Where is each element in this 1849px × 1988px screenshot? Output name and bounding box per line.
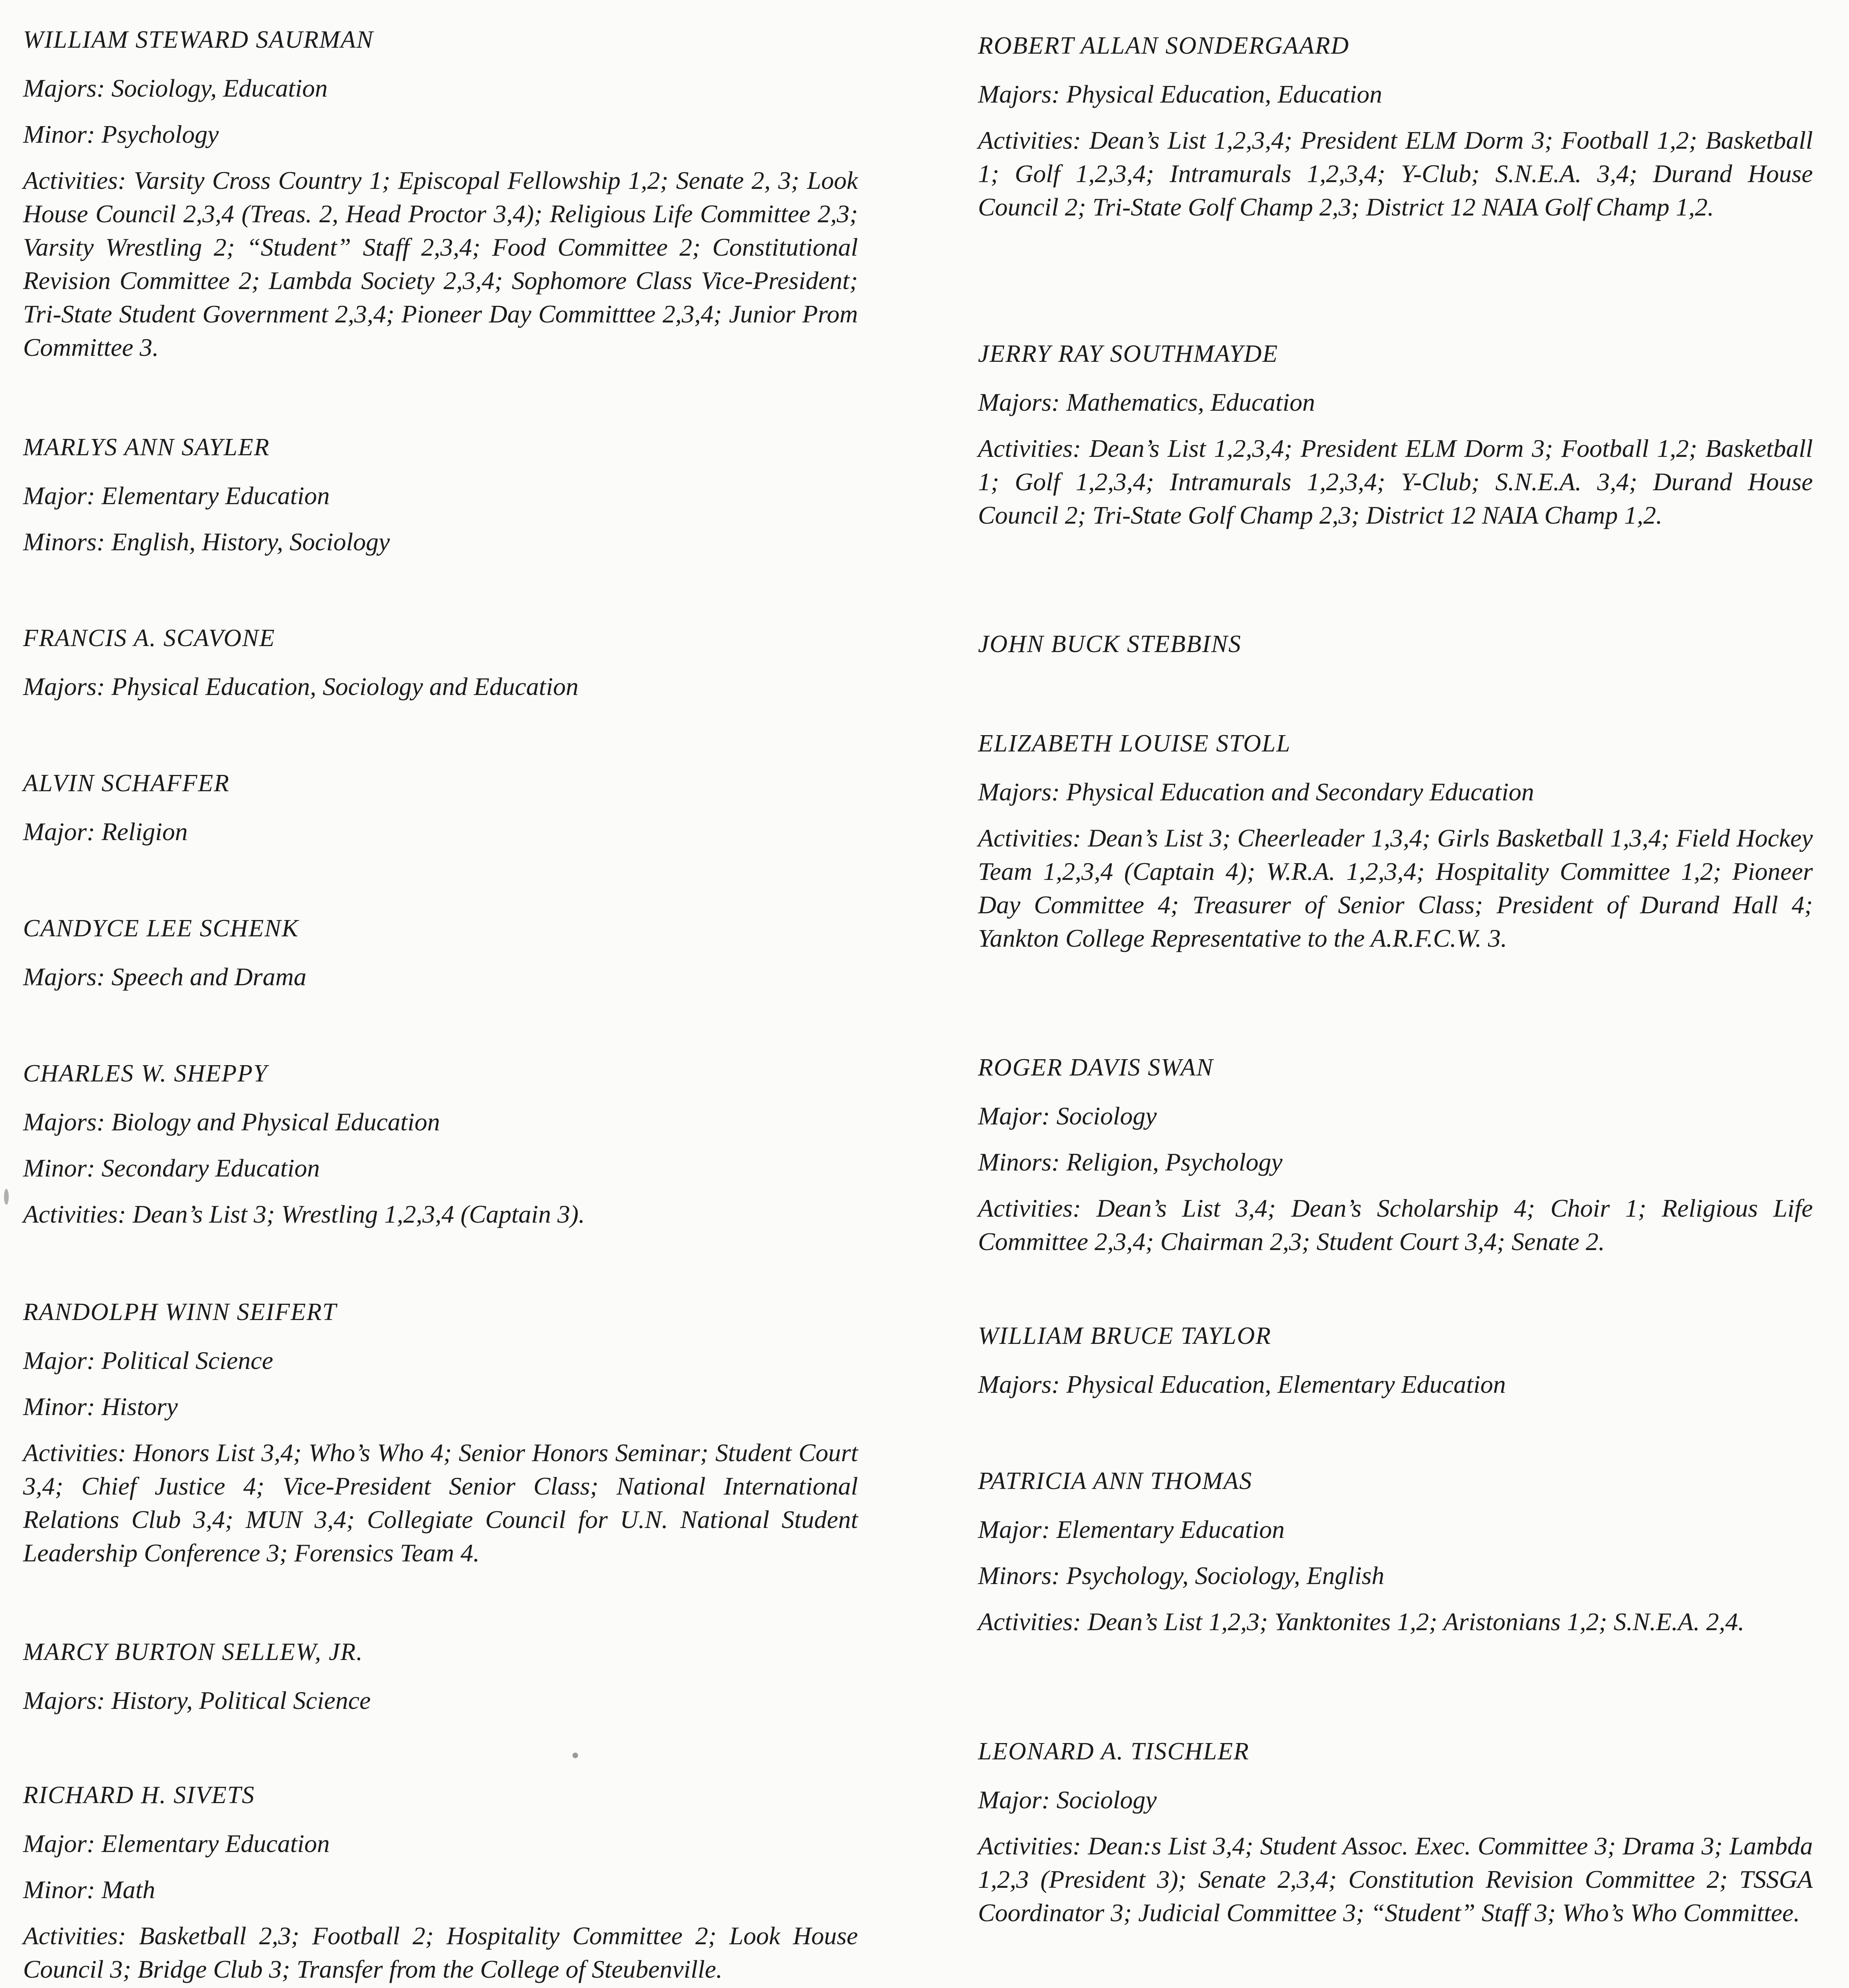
minor-label: Minor: (23, 120, 95, 148)
majors-value: Sociology, Education (111, 74, 328, 102)
minors-line (978, 1559, 1813, 1592)
major-value: Religion (101, 817, 188, 846)
minors-label: Minors: (978, 1561, 1060, 1590)
majors-line (978, 1368, 1813, 1401)
major-label: Major: (978, 1786, 1050, 1814)
minor-value: Secondary Education (101, 1154, 320, 1182)
majors-label: Majors: (978, 388, 1060, 416)
majors-label: Majors: (978, 778, 1060, 806)
activities-label: Activities: (978, 1832, 1081, 1860)
entry-leonard-a-tischler (978, 1738, 1813, 1942)
majors-value: Speech and Drama (111, 963, 307, 991)
entry-elizabeth-louise-stoll (978, 730, 1813, 968)
activities-value: Basketball 2,3; Football 2; Hospitality Committee 2; Look House Council 3; Bridge Club 3; Transfer from the College of Steubenville. (23, 1922, 858, 1983)
activities-value: Honors List 3,4; Who’s Who 4; Senior Honors Seminar; Student Court 3,4; Chief Justice 4; Vice-President Senior Class; National International Relations Club 3,4; MUN 3,4; Collegiate Council for U.N. National Student Leadership Conference 3; Forensics Team 4. (23, 1439, 858, 1567)
student-name: RANDOLPH WINN SEIFERT (23, 1299, 337, 1326)
entry-robert-allan-sondergaard (978, 32, 1813, 237)
student-name: WILLIAM BRUCE TAYLOR (978, 1322, 1272, 1349)
student-name: MARCY BURTON SELLEW, JR. (23, 1639, 363, 1666)
majors-label: Majors: (23, 1686, 105, 1714)
minor-line (23, 1390, 858, 1423)
major-value: Sociology (1056, 1786, 1157, 1814)
activities-label: Activities: (23, 1922, 126, 1950)
majors-value: Biology and Physical Education (111, 1108, 440, 1136)
entry-william-bruce-taylor (978, 1322, 1813, 1414)
activities-label: Activities: (978, 824, 1081, 852)
major-label: Major: (978, 1515, 1050, 1543)
student-name: CHARLES W. SHEPPY (23, 1060, 268, 1087)
majors-label: Majors: (23, 74, 105, 102)
minors-value: Religion, Psychology (1066, 1148, 1283, 1176)
majors-line (23, 1105, 858, 1139)
majors-line (978, 78, 1813, 111)
activities-line (23, 1919, 858, 1986)
activities-line (978, 821, 1813, 955)
major-label: Major: (978, 1102, 1050, 1130)
student-name: ALVIN SCHAFFER (23, 770, 230, 797)
activities-line (978, 1605, 1813, 1639)
activities-line (978, 1829, 1813, 1930)
student-name: WILLIAM STEWARD SAURMAN (23, 26, 374, 53)
minors-line (23, 525, 858, 559)
major-value: Political Science (101, 1346, 274, 1375)
entry-richard-h-sivets (23, 1781, 858, 1988)
majors-value: Physical Education, Education (1066, 80, 1382, 108)
major-line (23, 815, 858, 848)
major-value: Elementary Education (1056, 1515, 1285, 1543)
entry-marcy-burton-sellew-jr (23, 1638, 858, 1730)
minors-value: Psychology, Sociology, English (1066, 1561, 1385, 1590)
activities-value: Dean’s List 3; Cheerleader 1,3,4; Girls Basketball 1,3,4; Field Hockey Team 1,2,3,4 (Captain 4); W.R.A. 1,2,3,4; Hospitality Committee 1,2; Pioneer Day Committee 4; Treasurer of Senior Class; President of Durand Hall 4; Yankton College Representative to the A.R.F.C.W. 3. (978, 824, 1813, 952)
activities-label: Activities: (23, 166, 126, 194)
entry-jerry-ray-southmayde (978, 340, 1813, 545)
majors-value: History, Political Science (111, 1686, 371, 1714)
entry-roger-davis-swan (978, 1054, 1813, 1271)
activities-line (978, 124, 1813, 224)
major-value: Elementary Education (101, 481, 330, 510)
student-name: ELIZABETH LOUISE STOLL (978, 730, 1291, 757)
major-label: Major: (23, 1829, 95, 1858)
activities-label: Activities: (978, 1194, 1081, 1222)
student-name: PATRICIA ANN THOMAS (978, 1468, 1253, 1495)
majors-value: Physical Education, Sociology and Education (111, 672, 579, 701)
major-value: Sociology (1056, 1102, 1157, 1130)
majors-line (23, 960, 858, 994)
activities-line (23, 164, 858, 364)
majors-value: Physical Education and Secondary Education (1066, 778, 1534, 806)
activities-label: Activities: (23, 1200, 126, 1228)
minors-label: Minors: (978, 1148, 1060, 1176)
majors-line (23, 1684, 858, 1717)
activities-value: Dean’s List 1,2,3,4; President ELM Dorm 3; Football 1,2; Basketball 1; Golf 1,2,3,4; Intramurals 1,2,3,4; Y-Club; S.N.E.A. 3,4; Durand House Council 2; Tri-State Golf Champ 2,3; District 12 NAIA Golf Champ 1,2. (978, 126, 1813, 221)
majors-value: Physical Education, Elementary Education (1066, 1370, 1506, 1398)
minor-value: History (101, 1392, 178, 1421)
student-name: JOHN BUCK STEBBINS (978, 631, 1242, 658)
minors-line (978, 1145, 1813, 1179)
student-name: MARLYS ANN SAYLER (23, 434, 270, 461)
majors-label: Majors: (978, 80, 1060, 108)
entry-john-buck-stebbins (978, 630, 1813, 676)
minor-value: Math (101, 1875, 155, 1904)
minor-label: Minor: (23, 1875, 95, 1904)
activities-value: Dean’s List 1,2,3,4; President ELM Dorm 3; Football 1,2; Basketball 1; Golf 1,2,3,4; Intramurals 1,2,3,4; Y-Club; S.N.E.A. 3,4; Durand House Council 2; Tri-State Golf Champ 2,3; District 12 NAIA Champ 1,2. (978, 434, 1813, 529)
major-line (978, 1099, 1813, 1133)
entry-candyce-lee-schenk (23, 914, 858, 1006)
minor-line (23, 118, 858, 151)
activities-label: Activities: (978, 126, 1081, 154)
majors-label: Majors: (23, 1108, 105, 1136)
entry-francis-a-scavone (23, 624, 858, 716)
major-line (23, 479, 858, 513)
majors-label: Majors: (23, 963, 105, 991)
student-name: ROBERT ALLAN SONDERGAARD (978, 32, 1350, 59)
minors-label: Minors: (23, 528, 105, 556)
entry-patricia-ann-thomas (978, 1467, 1813, 1651)
entry-randolph-winn-seifert (23, 1298, 858, 1582)
student-name: ROGER DAVIS SWAN (978, 1054, 1214, 1081)
activities-label: Activities: (978, 434, 1081, 462)
major-line (978, 1513, 1813, 1546)
student-name: RICHARD H. SIVETS (23, 1782, 255, 1809)
page-speck (572, 1753, 578, 1758)
page-speck (4, 1189, 9, 1205)
activities-value: Dean’s List 3,4; Dean’s Scholarship 4; Choir 1; Religious Life Committee 2,3,4; Chairman 2,3; Student Court 3,4; Senate 2. (978, 1194, 1813, 1256)
student-name: LEONARD A. TISCHLER (978, 1738, 1249, 1765)
major-line (978, 1783, 1813, 1817)
minor-label: Minor: (23, 1154, 95, 1182)
student-name: FRANCIS A. SCAVONE (23, 625, 276, 652)
majors-value: Mathematics, Education (1066, 388, 1315, 416)
activities-line (23, 1436, 858, 1570)
major-value: Elementary Education (101, 1829, 330, 1858)
entry-charles-w-sheppy (23, 1060, 858, 1244)
majors-label: Majors: (978, 1370, 1060, 1398)
major-line (23, 1827, 858, 1860)
minor-label: Minor: (23, 1392, 95, 1421)
minor-line (23, 1873, 858, 1906)
major-label: Major: (23, 817, 95, 846)
activities-value: Dean’s List 3; Wrestling 1,2,3,4 (Captain 3). (132, 1200, 585, 1228)
major-label: Major: (23, 1346, 95, 1375)
activities-line (978, 432, 1813, 532)
majors-line (978, 775, 1813, 809)
student-name: CANDYCE LEE SCHENK (23, 915, 299, 942)
activities-label: Activities: (23, 1439, 126, 1467)
entry-marlys-ann-sayler (23, 433, 858, 571)
entry-alvin-schaffer (23, 769, 858, 861)
minor-value: Psychology (101, 120, 219, 148)
minor-line (23, 1151, 858, 1185)
student-name: JERRY RAY SOUTHMAYDE (978, 340, 1279, 367)
activities-value: Dean’s List 1,2,3; Yanktonites 1,2; Aristonians 1,2; S.N.E.A. 2,4. (1087, 1607, 1744, 1636)
activities-line (23, 1198, 858, 1231)
majors-label: Majors: (23, 672, 105, 701)
majors-line (978, 386, 1813, 419)
activities-value: Varsity Cross Country 1; Episcopal Fellowship 1,2; Senate 2, 3; Look House Council 2,3,4 (Treas. 2, Head Proctor 3,4); Religious Life Committee 2,3; Varsity Wrestling 2; “Student” Staff 2,3,4; Food Committee 2; Constitutional Revision Committee 2; Lambda Society 2,3,4; Sophomore Class Vice-President; Tri-State Student Government 2,3,4; Pioneer Day Committtee 2,3,4; Junior Prom Committee 3. (23, 166, 858, 361)
activities-label: Activities: (978, 1607, 1081, 1636)
activities-value: Dean:s List 3,4; Student Assoc. Exec. Committee 3; Drama 3; Lambda 1,2,3 (President 3); Senate 2,3,4; Constitution Revision Committee 2; TSSGA Coordinator 3; Judicial Committee 3; “Student” Staff 3; Who’s Who Committee. (978, 1832, 1813, 1927)
majors-line (23, 670, 858, 703)
entry-william-steward-saurman (23, 26, 858, 377)
majors-line (23, 72, 858, 105)
major-line (23, 1344, 858, 1377)
major-label: Major: (23, 481, 95, 510)
activities-line (978, 1192, 1813, 1258)
minors-value: English, History, Sociology (111, 528, 390, 556)
